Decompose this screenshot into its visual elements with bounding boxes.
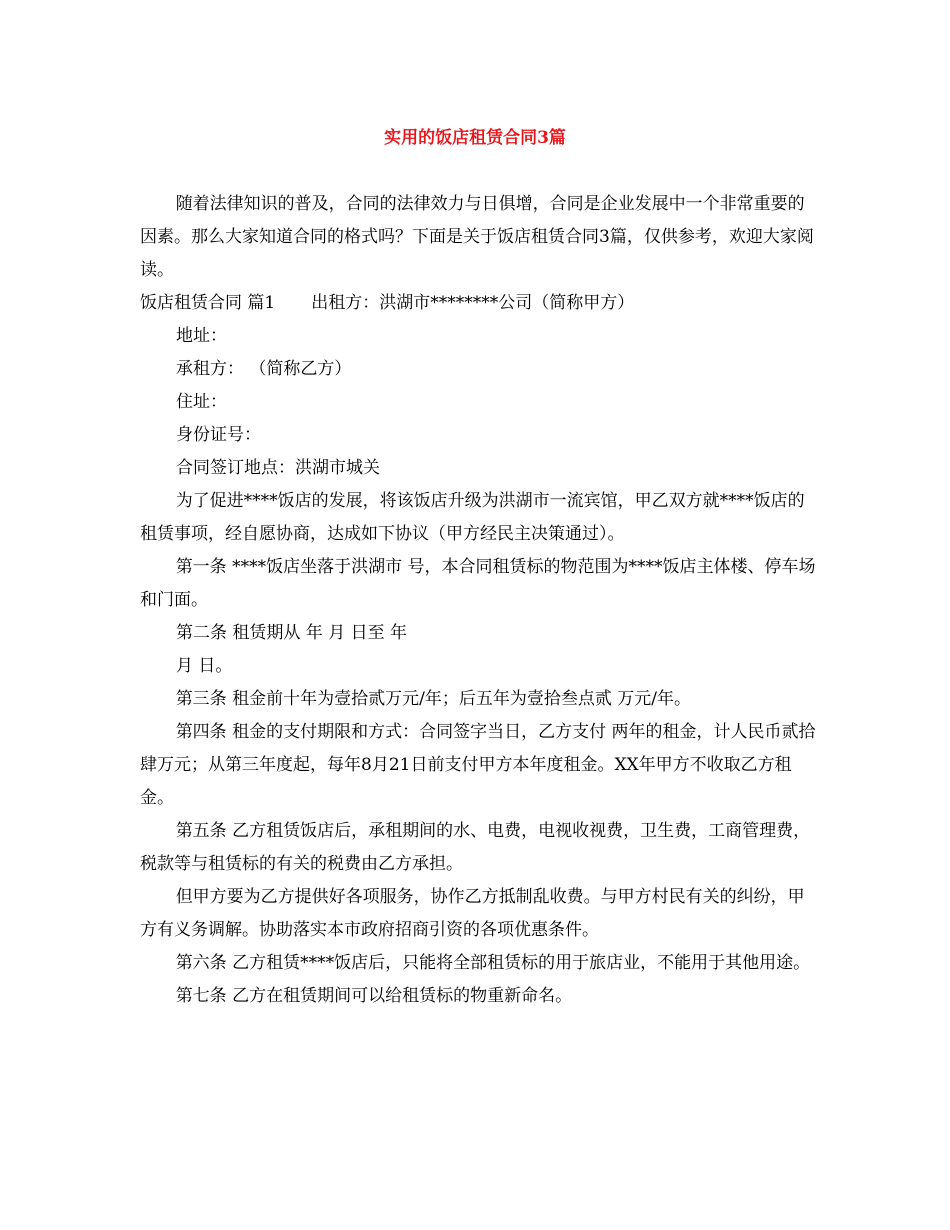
address-line: 地址：	[176, 326, 227, 346]
article-2-line-1: 第二条 租赁期从 年 月 日至 年	[176, 623, 408, 643]
section-heading-line	[140, 287, 820, 320]
preamble-paragraph: 为了促进****饭店的发展，将该饭店升级为洪湖市一流宾馆，甲乙双方就****饭店的租赁事项，经自愿协商，达成如下协议（甲方经民主决策通过）。	[140, 491, 805, 544]
section-heading: 饭店租赁合同 篇1	[140, 293, 276, 313]
intro-paragraph: 随着法律知识的普及，合同的法律效力与日俱增，合同是企业发展中一个非常重要的因素。那么大家知道合同的格式吗？下面是关于饭店租赁合同3篇，仅供参考，欢迎大家阅读。	[140, 194, 814, 280]
article-4: 第四条 租金的支付期限和方式：合同签字当日，乙方支付 两年的租金，计人民币贰拾肆万元；从第三年度起，每年8月21日前支付甲方本年度租金。XX年甲方不收取乙方租金。	[140, 722, 816, 808]
article-5-continued: 但甲方要为乙方提供好各项服务，协作乙方抵制乱收费。与甲方村民有关的纠纷，甲方有义务调解。协助落实本市政府招商引资的各项优惠条件。	[140, 887, 805, 940]
signing-place-line: 合同签订地点：洪湖市城关	[176, 458, 380, 478]
residence-line: 住址：	[176, 392, 227, 412]
article-1: 第一条 ****饭店坐落于洪湖市 号，本合同租赁标的物范围为****饭店主体楼、停车场和门面。	[140, 557, 816, 610]
document-body	[140, 188, 820, 1013]
lessor-line: 出租方：洪湖市********公司（简称甲方）	[311, 293, 635, 313]
article-3: 第三条 租金前十年为壹拾贰万元/年；后五年为壹拾叁点贰 万元/年。	[175, 689, 691, 709]
article-7: 第七条 乙方在租赁期间可以给租赁标的物重新命名。	[175, 986, 573, 1006]
article-2-line-2: 月 日。	[176, 656, 233, 676]
document-title: 实用的饭店租赁合同3篇	[384, 128, 566, 148]
article-5: 第五条 乙方租赁饭店后，承租期间的水、电费，电视收视费，卫生费，工商管理费，税款等与租赁标的有关的税费由乙方承担。	[140, 821, 811, 874]
article-6: 第六条 乙方租赁****饭店后，只能将全部租赁标的用于旅店业，不能用于其他用途。	[175, 953, 811, 973]
id-number-line: 身份证号：	[176, 425, 261, 445]
lessee-line: 承租方： （简称乙方）	[176, 359, 352, 379]
